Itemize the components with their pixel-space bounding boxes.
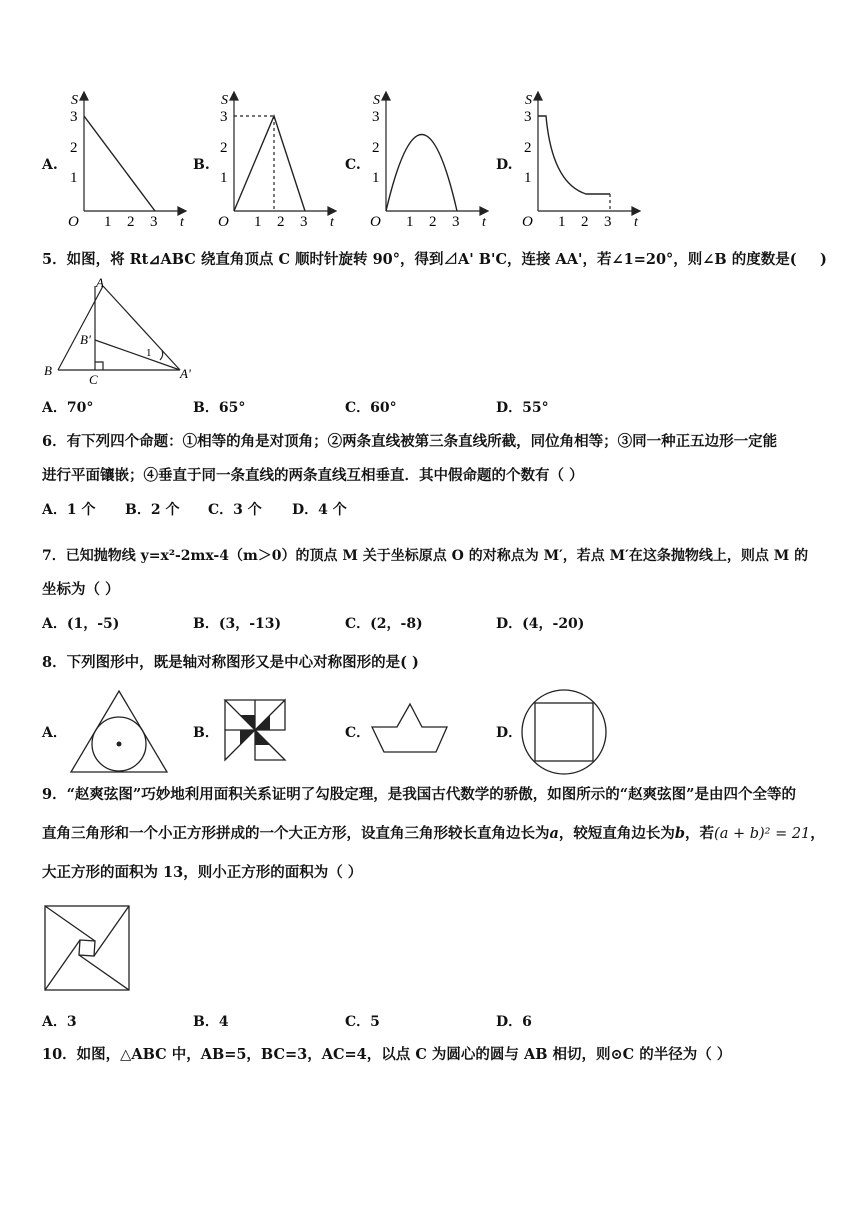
q5-close-paren: ) xyxy=(820,251,827,268)
y-tick: 3 xyxy=(70,109,78,125)
y-tick: 3 xyxy=(524,109,532,125)
y-tick: 2 xyxy=(70,140,78,156)
q4-graph-c xyxy=(362,88,492,233)
x-axis-label: t xyxy=(482,215,486,230)
q8-option-d-circle-square xyxy=(520,688,608,776)
y-tick: 2 xyxy=(372,140,380,156)
q6-option-c: C．3 个 xyxy=(208,502,262,518)
q4-option-d-letter: D. xyxy=(496,157,513,173)
q9-line-2-part-b: ，较短直角边长为 xyxy=(558,825,675,842)
q4-option-a-letter: A. xyxy=(42,157,58,173)
q4-graph-b xyxy=(210,88,340,233)
q7-line-2: 坐标为（ ） xyxy=(42,581,120,598)
y-tick: 1 xyxy=(220,170,228,186)
x-tick: 2 xyxy=(277,214,285,230)
q9-line-2-part-c: ，若 xyxy=(685,825,715,842)
q6-line-2: 进行平面镶嵌；④垂直于同一条直线的两条直线互相垂直．其中假命题的个数有（ ） xyxy=(42,467,584,484)
q4-graph-a xyxy=(60,88,190,233)
q4-option-b-letter: B. xyxy=(193,157,210,173)
y-tick: 1 xyxy=(524,170,532,186)
y-axis-label: S xyxy=(71,93,78,108)
x-tick: 3 xyxy=(300,214,308,230)
label-b-prime: B' xyxy=(80,332,91,347)
y-tick: 3 xyxy=(220,109,228,125)
origin-label: O xyxy=(218,214,229,230)
x-tick: 2 xyxy=(581,214,589,230)
q6-line-1: 6．有下列四个命题：①相等的角是对顶角；②两条直线被第三条直线所截，同位角相等；③同一种正五边形一定能 xyxy=(42,433,778,450)
q4-option-c-letter: C. xyxy=(345,157,361,173)
q9-line-2 xyxy=(42,825,825,843)
q7-option-d: D．(4，-20) xyxy=(496,616,585,632)
q9-line-1: 9．“赵爽弦图”巧妙地利用面积关系证明了勾股定理，是我国古代数学的骄傲，如图所示的“赵爽弦图”是由四个全等的 xyxy=(42,786,796,803)
x-axis-label: t xyxy=(634,215,638,230)
q5-option-d: D．55° xyxy=(496,400,549,416)
q9-formula: (a + b)² = 21 xyxy=(714,826,811,842)
q8-option-d-letter: D． xyxy=(496,725,523,741)
y-tick: 1 xyxy=(372,170,380,186)
x-axis-label: t xyxy=(330,215,334,230)
q7-option-b: B．(3，-13) xyxy=(193,616,282,632)
q5-option-a: A．70° xyxy=(42,400,94,416)
q5-option-b: B．65° xyxy=(193,400,246,416)
q6-option-b: B．2 个 xyxy=(125,502,180,518)
x-tick: 2 xyxy=(429,214,437,230)
q7-option-c: C．(2，-8) xyxy=(345,616,423,632)
x-tick: 1 xyxy=(254,214,262,230)
q10-question-text: 10．如图，△ABC 中，AB=5，BC=3，AC=4，以点 C 为圆心的圆与 AB 相切，则⊙C 的半径为（ ） xyxy=(42,1046,732,1063)
y-axis-label: S xyxy=(221,93,228,108)
origin-label: O xyxy=(522,214,533,230)
label-a-prime: A' xyxy=(180,366,191,381)
y-tick: 3 xyxy=(372,109,380,125)
label-a: A xyxy=(96,278,104,290)
q4-graph-d xyxy=(514,88,644,233)
q8-option-a-letter: A． xyxy=(42,725,67,741)
label-angle-1: 1 xyxy=(146,347,152,359)
y-tick: 2 xyxy=(220,140,228,156)
q9-var-b: b xyxy=(674,825,686,842)
q5-option-c: C．60° xyxy=(345,400,397,416)
q6-option-a: A．1 个 xyxy=(42,502,96,518)
y-axis-label: S xyxy=(373,93,380,108)
y-tick: 1 xyxy=(70,170,78,186)
q9-option-a: A．3 xyxy=(42,1014,77,1030)
x-tick: 3 xyxy=(150,214,158,230)
q7-line-1: 7．已知抛物线 y=x²-2mx-4（m＞0）的顶点 M 关于坐标原点 O 的对称点为 M′，若点 M′在这条抛物线上，则点 M 的 xyxy=(42,548,809,564)
label-c: C xyxy=(89,372,98,387)
q8-option-b-pinwheel xyxy=(222,697,288,763)
q5-question-text: 5．如图，将 Rt⊿ABC 绕直角顶点 C 顺时针旋转 90°，得到⊿A' B'C，连接 AA'，若∠1=20°，则∠B 的度数是( xyxy=(42,251,797,268)
q8-option-c-letter: C． xyxy=(345,725,371,741)
q9-line-2-part-a: 直角三角形和一个小正方形拼成的一个大正方形，设直角三角形较长直角边长为 xyxy=(42,825,550,842)
x-tick: 2 xyxy=(127,214,135,230)
q6-option-d: D．4 个 xyxy=(292,502,347,518)
q8-option-b-letter: B． xyxy=(193,725,219,741)
q8-option-a-triangle-incircle xyxy=(68,688,170,776)
x-tick: 1 xyxy=(558,214,566,230)
x-tick: 3 xyxy=(452,214,460,230)
q9-option-c: C．5 xyxy=(345,1014,380,1030)
q8-option-c-boat xyxy=(370,700,450,756)
y-tick: 2 xyxy=(524,140,532,156)
y-axis-label: S xyxy=(525,93,532,108)
x-tick: 3 xyxy=(604,214,612,230)
q5-triangle-figure xyxy=(40,278,210,388)
q9-line-2-part-d: ， xyxy=(810,825,825,842)
label-b: B xyxy=(44,363,52,378)
q9-option-d: D．6 xyxy=(496,1014,532,1030)
q9-var-a: a xyxy=(549,825,559,842)
x-axis-label: t xyxy=(180,215,184,230)
x-tick: 1 xyxy=(406,214,414,230)
q8-question-text: 8．下列图形中，既是轴对称图形又是中心对称图形的是( ) xyxy=(42,654,419,671)
q7-option-a: A．(1，-5) xyxy=(42,616,120,632)
q9-option-b: B．4 xyxy=(193,1014,229,1030)
x-tick: 1 xyxy=(104,214,112,230)
origin-label: O xyxy=(370,214,381,230)
q9-zhao-shuang-diagram xyxy=(42,903,132,993)
q9-line-3: 大正方形的面积为 13，则小正方形的面积为（ ） xyxy=(42,864,363,881)
origin-label: O xyxy=(68,214,79,230)
